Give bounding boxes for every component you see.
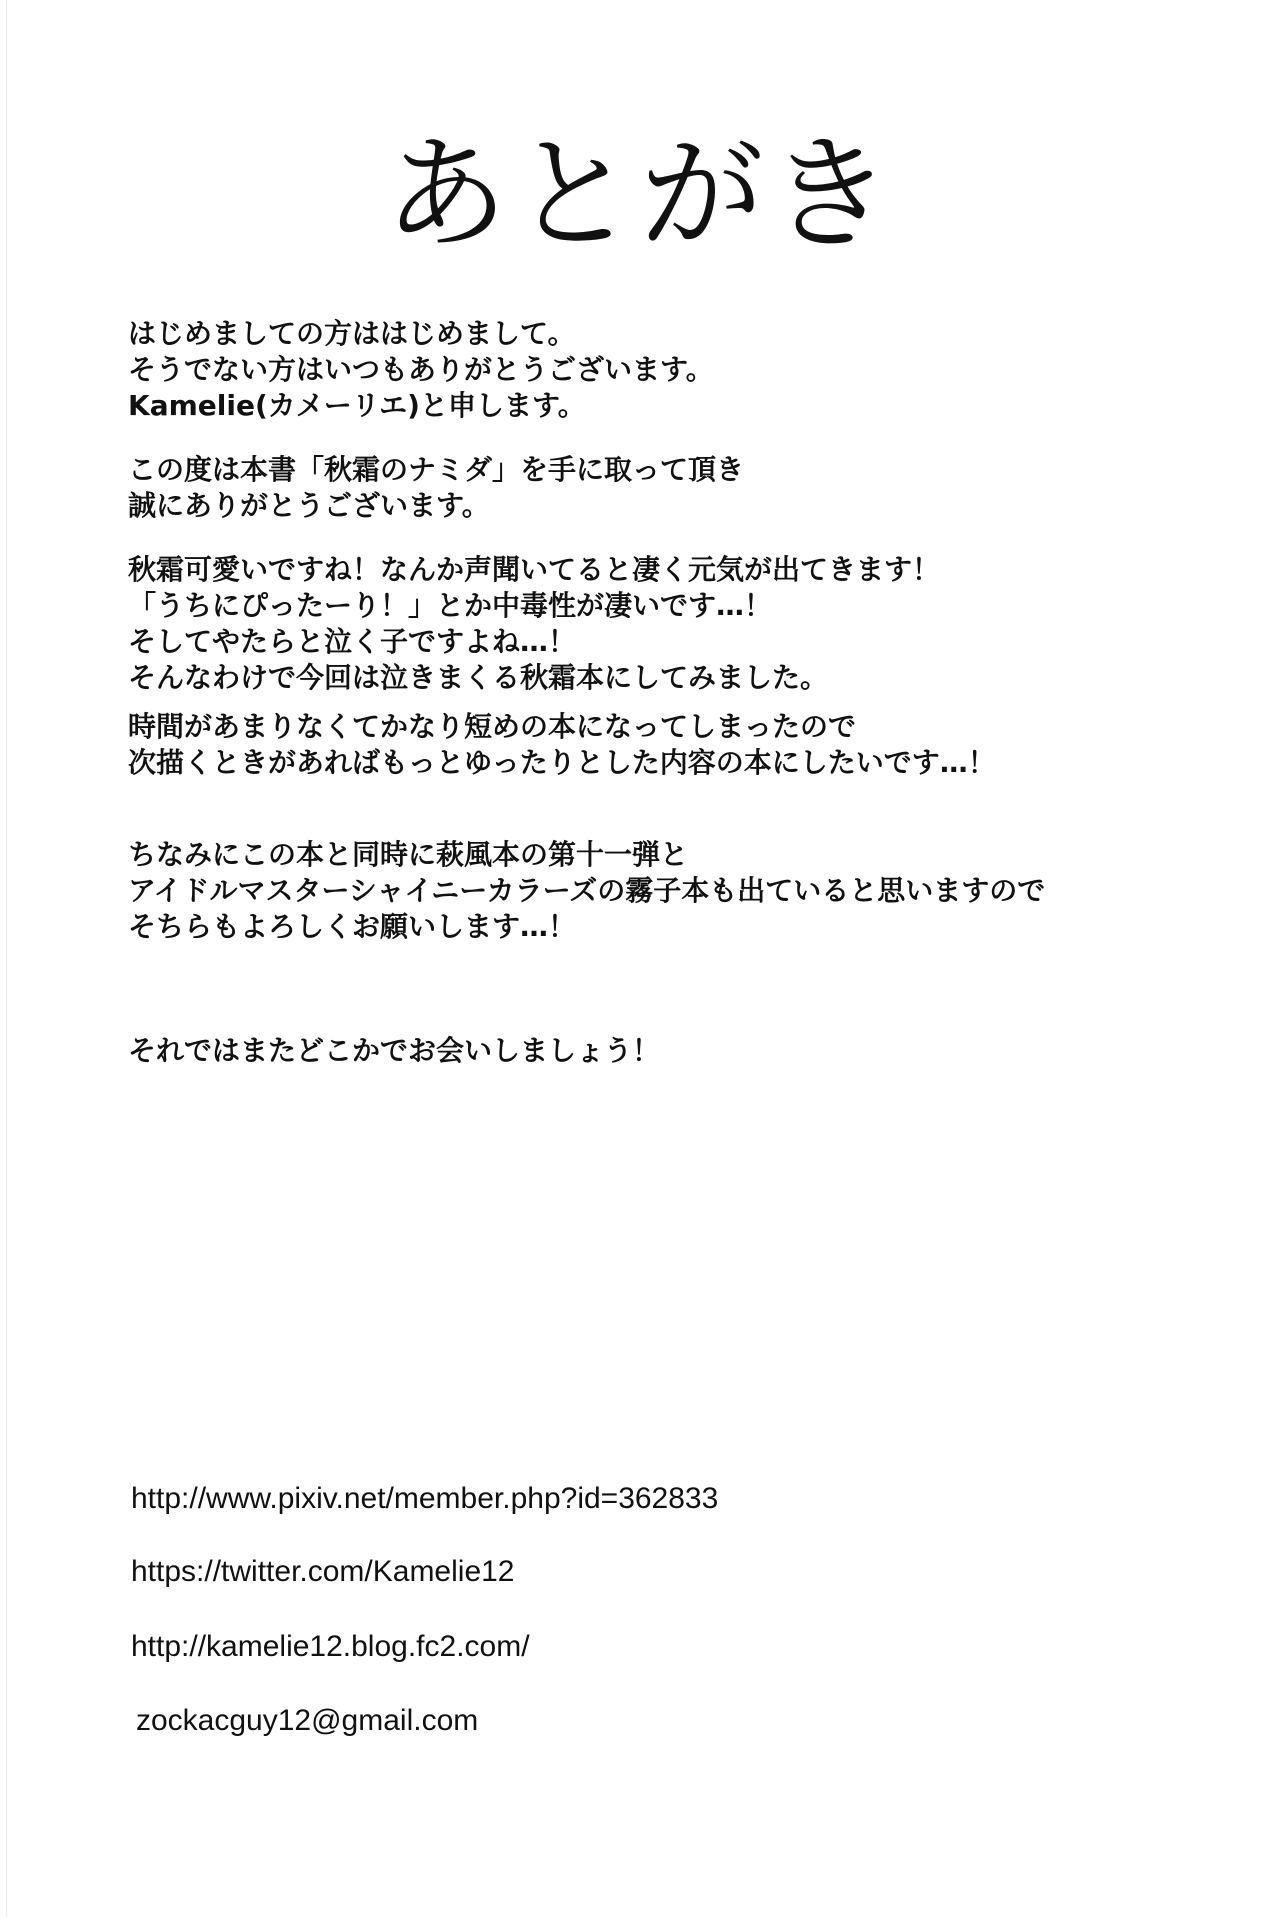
twitter-link[interactable]: https://twitter.com/Kamelie12 [131, 1555, 515, 1588]
text-line: そうでない方はいつもありがとうございます。 [128, 353, 714, 386]
email-address[interactable]: zockacguy12@gmail.com [136, 1704, 479, 1737]
paragraph-thanks [128, 452, 1248, 524]
paragraph-farewell [128, 1033, 1248, 1069]
text-line: 次描くときがあればもっとゆったりとした内容の本にしたいです…！ [128, 746, 996, 779]
blog-link[interactable]: http://kamelie12.blog.fc2.com/ [131, 1630, 530, 1663]
text-line: はじめましての方ははじめまして。 [128, 317, 576, 350]
text-line: Kamelie(カメーリエ)と申します。 [128, 389, 586, 422]
text-line: アイドルマスターシャイニーカラーズの霧子本も出ていると思いますので [128, 874, 1046, 907]
text-line: それではまたどこかでお会いしましょう！ [128, 1034, 661, 1067]
paragraph-time [128, 709, 1248, 781]
pixiv-link[interactable]: http://www.pixiv.net/member.php?id=362833 [131, 1482, 719, 1515]
text-line: そちらもよろしくお願いします…！ [128, 910, 577, 943]
paragraph-character [128, 552, 1248, 696]
page-edge-line [6, 0, 7, 1917]
text-line: 誠にありがとうございます。 [128, 489, 490, 522]
paragraph-other-books [128, 837, 1248, 945]
paragraph-greeting [128, 316, 1248, 424]
text-line: 時間があまりなくてかなり短めの本になってしまったので [128, 710, 857, 743]
text-line: この度は本書「秋霜のナミダ」を手に取って頂き [128, 453, 745, 486]
page-title: あとがき [383, 123, 896, 267]
text-line: そんなわけで今回は泣きまくる秋霜本にしてみました。 [128, 661, 829, 694]
text-line: 秋霜可愛いですね！なんか声聞いてると凄く元気が出てきます！ [128, 553, 941, 586]
text-line: そしてやたらと泣く子ですよね…！ [128, 625, 577, 658]
text-line: ちなみにこの本と同時に萩風本の第十一弾と [128, 838, 689, 871]
text-line: 「うちにぴったーり！」とか中毒性が凄いです…！ [128, 589, 773, 622]
